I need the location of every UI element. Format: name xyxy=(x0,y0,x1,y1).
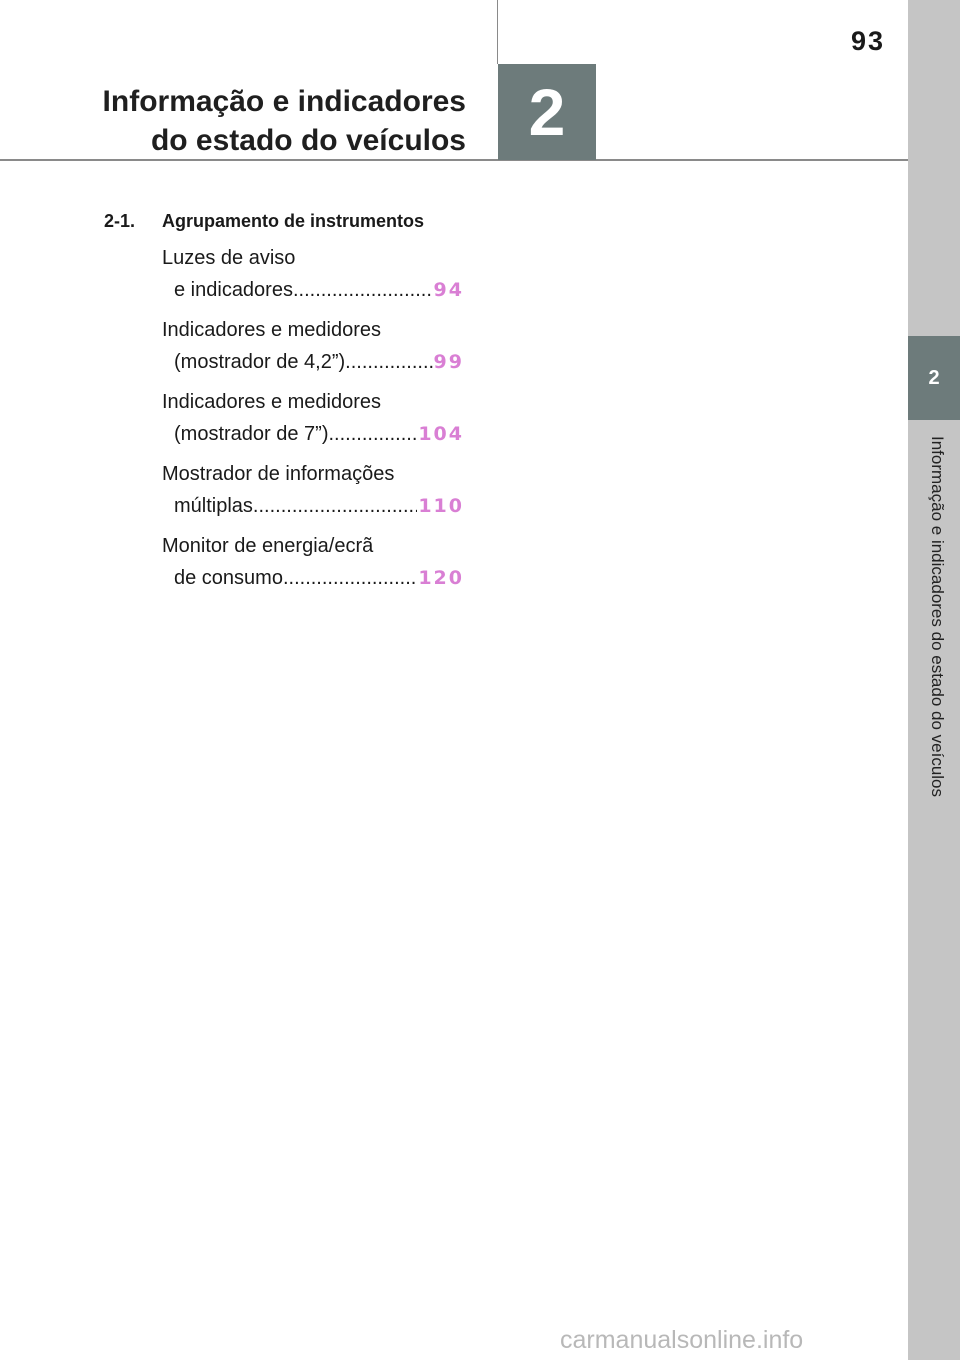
toc-page-link[interactable]: 110 xyxy=(418,495,464,517)
dot-leader xyxy=(345,346,432,378)
chapter-title xyxy=(60,82,466,160)
toc-entry-title: Indicadores e medidores xyxy=(162,391,382,413)
toc-entry-subtitle: de consumo xyxy=(174,567,283,589)
chapter-number-box: 2 xyxy=(498,64,596,160)
toc-entry-title: Monitor de energia/ecrã xyxy=(162,535,374,557)
toc-entry-title: Mostrador de informações xyxy=(162,463,395,485)
toc-entry[interactable] xyxy=(162,314,464,378)
toc-page-link[interactable]: 104 xyxy=(418,423,464,445)
chapter-title-line2: do estado do veículos xyxy=(150,124,466,157)
toc-entry-title: Luzes de aviso xyxy=(162,247,296,269)
dot-leader xyxy=(329,418,418,450)
toc-entry-subtitle: (mostrador de 7”) xyxy=(174,423,329,445)
chapter-title-line1: Informação e indicadores xyxy=(102,85,466,118)
watermark: carmanualsonline.info xyxy=(560,1326,804,1354)
toc-entry-subtitle: (mostrador de 4,2”) xyxy=(174,351,346,373)
page-number: 93 xyxy=(850,26,886,56)
toc-entry[interactable] xyxy=(162,386,464,450)
section-heading xyxy=(104,208,464,234)
header-divider-vertical xyxy=(497,0,498,64)
toc-entry-title: Indicadores e medidores xyxy=(162,319,382,341)
sidebar-chapter-title: Informação e indicadores do estado do veículos xyxy=(928,436,947,798)
toc-page-link[interactable]: 99 xyxy=(433,351,464,373)
table-of-contents xyxy=(104,208,464,594)
toc-entry-subtitle: e indicadores xyxy=(174,279,293,301)
dot-leader xyxy=(283,562,417,594)
toc-entry[interactable] xyxy=(162,458,464,522)
dot-leader xyxy=(293,274,433,306)
toc-entry-subtitle: múltiplas xyxy=(174,495,253,517)
section-title: Agrupamento de instrumentos xyxy=(162,211,425,231)
sidebar-chapter-tab[interactable]: 2 xyxy=(908,336,960,420)
section-number: 2-1. xyxy=(104,211,136,231)
toc-page-link[interactable]: 94 xyxy=(433,279,464,301)
dot-leader xyxy=(253,490,417,522)
toc-page-link[interactable]: 120 xyxy=(418,567,464,589)
toc-entry[interactable] xyxy=(162,242,464,306)
toc-entry[interactable] xyxy=(162,530,464,594)
toc-entries xyxy=(162,242,464,594)
